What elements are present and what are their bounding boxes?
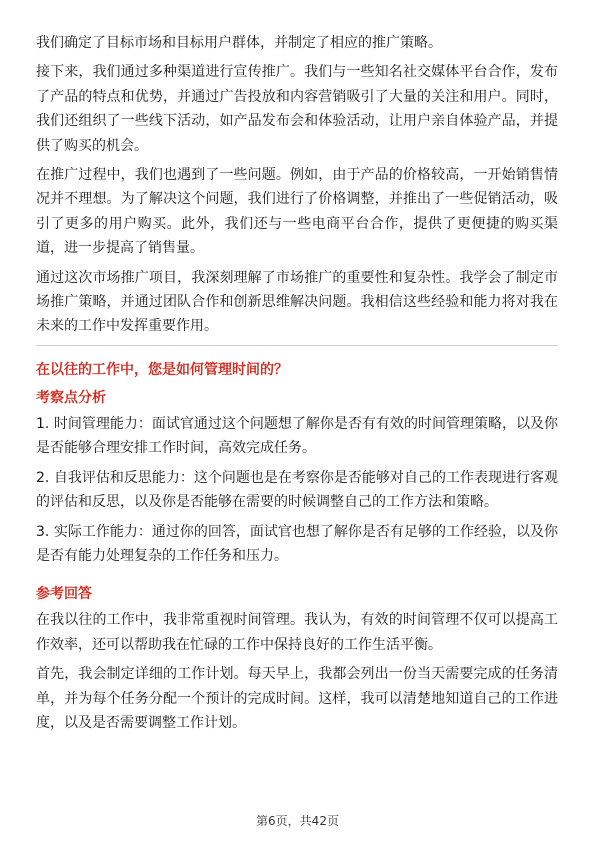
spacer [36, 573, 558, 583]
answer-paragraph: 在我以往的工作中，我非常重视时间管理。我认为，有效的时间管理不仅可以提高工作效率，还可以帮助我在忙碌的工作中保持良好的工作生活平衡。 [36, 612, 558, 653]
analysis-item: 3. 实际工作能力：通过你的回答，面试官也想了解你是否有足够的工作经验，以及你是否有能力处理复杂的工作任务和压力。 [36, 523, 558, 564]
section-divider [36, 345, 558, 346]
analysis-item: 1. 时间管理能力：面试官通过这个问题想了解你是否有有效的时间管理策略，以及你是否能够合理安排工作时间，高效完成任务。 [36, 415, 558, 457]
page-content [36, 31, 558, 740]
answer-title: 参考回答 [36, 586, 92, 603]
intro-paragraph: 通过这次市场推广项目，我深刻理解了市场推广的重要性和复杂性。我学会了制定市场推广策略，并通过团队合作和创新思维解决问题。我相信这些经验和能力将对我在未来的工作中发挥重要作用。 [36, 269, 558, 335]
interview-question: 在以往的工作中，您是如何管理时间的？ [36, 361, 288, 378]
intro-paragraph: 接下来，我们通过多种渠道进行宣传推广。我们与一些知名社交媒体平台合作，发布了产品的特点和优势，并通过广告投放和内容营销吸引了大量的关注和用户。同时，我们还组织了一些线下活动，如产品发布会和体验活动，让用户亲自体验产品，并提供了购买的机会。 [36, 64, 558, 154]
page-number-footer: 第6页，共42页 [256, 814, 339, 828]
intro-paragraph: 我们确定了目标市场和目标用户群体，并制定了相应的推广策略。 [36, 35, 442, 51]
analysis-item: 2. 自我评估和反思能力：这个问题也是在考察你是否能够对自己的工作表现进行客观的评估和反思，以及你是否能够在需要的时候调整自己的工作方法和策略。 [36, 469, 558, 511]
intro-paragraph: 在推广过程中，我们也遇到了一些问题。例如，由于产品的价格较高，一开始销售情况并不理想。为了解决这个问题，我们进行了价格调整，并推出了一些促销活动，吸引了更多的用户购买。此外，我们还与一些电商平台合作，提供了更便捷的购买渠道，进一步提高了销售量。 [36, 167, 558, 257]
answer-paragraph: 首先，我会制定详细的工作计划。每天早上，我都会列出一份当天需要完成的任务清单，并为每个任务分配一个预计的完成时间。这样，我可以清楚地知道自己的工作进度，以及是否需要调整工作计划。 [36, 666, 558, 731]
analysis-title: 考察点分析 [36, 389, 106, 406]
